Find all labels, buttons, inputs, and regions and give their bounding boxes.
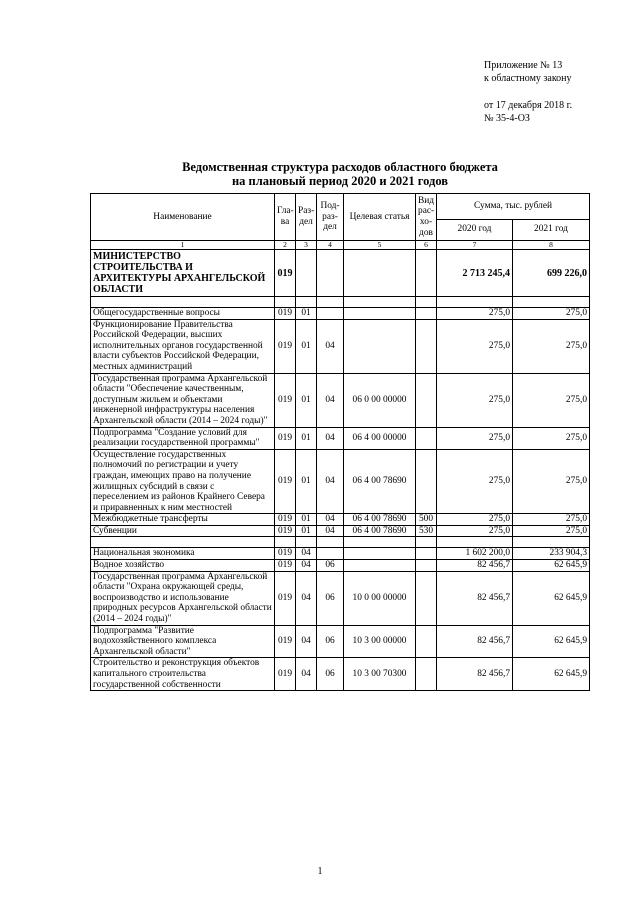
- row-vid: [416, 625, 437, 658]
- row-podrazdel: 04: [317, 525, 344, 537]
- header-row: [91, 194, 590, 220]
- row-2020: 82 456,7: [437, 658, 513, 691]
- row-target: 10 0 00 00000: [344, 571, 416, 625]
- row-vid: [416, 548, 437, 560]
- col-number: 7: [437, 241, 513, 250]
- row-2020: 275,0: [437, 427, 513, 449]
- spacer-row: [91, 297, 590, 308]
- row-razdel: 01: [296, 449, 317, 514]
- header-2020: 2020 год: [437, 219, 513, 240]
- col-number: 5: [344, 241, 416, 250]
- row-2021: 62 645,9: [513, 571, 590, 625]
- row-vid: [416, 571, 437, 625]
- row-glava: 019: [275, 560, 296, 572]
- row-glava: 019: [275, 373, 296, 427]
- row-vid: 530: [416, 525, 437, 537]
- row-podrazdel: 04: [317, 449, 344, 514]
- row-name: Государственная программа Архангельской области "Обеспечение качественным, доступным жильем и объектами инженерной инфраструктуры населения Архангельской области (2014 – 2024 годы)": [91, 373, 275, 427]
- table-row: [91, 525, 590, 537]
- row-glava: 019: [275, 525, 296, 537]
- table-row: [91, 571, 590, 625]
- table-row: [91, 625, 590, 658]
- row-podrazdel: 04: [317, 373, 344, 427]
- appendix-number: Приложение № 13: [484, 60, 563, 71]
- row-podrazdel: 06: [317, 560, 344, 572]
- budget-table: [90, 193, 590, 691]
- row-razdel: 04: [296, 658, 317, 691]
- header-sum: Сумма, тыс. рублей: [437, 194, 590, 220]
- row-vid: [416, 658, 437, 691]
- col-number: 1: [91, 241, 275, 250]
- row-razdel: 01: [296, 373, 317, 427]
- row-podrazdel: [317, 308, 344, 320]
- row-2021: 275,0: [513, 514, 590, 526]
- row-razdel: 01: [296, 514, 317, 526]
- row-name: Межбюджетные трансферты: [91, 514, 275, 526]
- row-2021: 275,0: [513, 319, 590, 373]
- table-row: [91, 514, 590, 526]
- row-podrazdel: 06: [317, 658, 344, 691]
- header-target: Целевая статья: [344, 194, 416, 241]
- header-razdel: Раз-дел: [296, 194, 317, 241]
- row-glava: 019: [275, 427, 296, 449]
- row-2021: 62 645,9: [513, 560, 590, 572]
- row-vid: [416, 319, 437, 373]
- row-glava: 019: [275, 548, 296, 560]
- row-2020: 275,0: [437, 525, 513, 537]
- table-row: [91, 373, 590, 427]
- table-row: [91, 658, 590, 691]
- row-2021: 62 645,9: [513, 625, 590, 658]
- row-2021: 275,0: [513, 308, 590, 320]
- row-name: Национальная экономика: [91, 548, 275, 560]
- row-target: 06 4 00 78690: [344, 514, 416, 526]
- row-2021: 233 904,3: [513, 548, 590, 560]
- title-line-1: Ведомственная структура расходов областного бюджета: [182, 160, 498, 174]
- column-numbers-row: [91, 241, 590, 250]
- spacer-row: [91, 537, 590, 548]
- row-target: 06 4 00 78690: [344, 449, 416, 514]
- row-vid: [416, 449, 437, 514]
- row-name: Субвенции: [91, 525, 275, 537]
- row-vid: [416, 308, 437, 320]
- row-target: 06 4 00 78690: [344, 525, 416, 537]
- row-2020: 82 456,7: [437, 571, 513, 625]
- row-razdel: 01: [296, 525, 317, 537]
- row-name: Общегосударственные вопросы: [91, 308, 275, 320]
- row-glava: 019: [275, 449, 296, 514]
- title-line-2: на плановый период 2020 и 2021 годов: [231, 174, 449, 188]
- row-glava: 019: [275, 319, 296, 373]
- row-name: Функционирование Правительства Российской Федерации, высших исполнительных органов государственной власти субъектов Российской Федерации, местных администраций: [91, 319, 275, 373]
- col-number: 8: [513, 241, 590, 250]
- row-2021: 275,0: [513, 525, 590, 537]
- row-target: 06 0 00 00000: [344, 373, 416, 427]
- row-target: [344, 250, 416, 297]
- table-row: [91, 548, 590, 560]
- header-name: Наименование: [91, 194, 275, 241]
- row-2020: 82 456,7: [437, 625, 513, 658]
- row-podrazdel: 04: [317, 427, 344, 449]
- header-2021: 2021 год: [513, 219, 590, 240]
- row-razdel: 04: [296, 560, 317, 572]
- row-podrazdel: 06: [317, 571, 344, 625]
- row-glava: 019: [275, 250, 296, 297]
- row-2020: 275,0: [437, 319, 513, 373]
- table-row: [91, 560, 590, 572]
- col-number: 6: [416, 241, 437, 250]
- appendix-block: [484, 60, 572, 125]
- row-vid: [416, 373, 437, 427]
- row-2020: 2 713 245,4: [437, 250, 513, 297]
- row-2021: 275,0: [513, 449, 590, 514]
- appendix-law: к областному закону: [484, 72, 572, 84]
- row-2020: 275,0: [437, 373, 513, 427]
- row-glava: 019: [275, 658, 296, 691]
- appendix-date: от 17 декабря 2018 г.: [484, 100, 573, 111]
- row-name: МИНИСТЕРСТВО СТРОИТЕЛЬСТВА И АРХИТЕКТУРЫ АРХАНГЕЛЬСКОЙ ОБЛАСТИ: [91, 250, 275, 297]
- row-podrazdel: [317, 250, 344, 297]
- row-2021: 699 226,0: [513, 250, 590, 297]
- row-glava: 019: [275, 571, 296, 625]
- row-name: Подпрограмма "Создание условий для реализации государственной программы": [91, 427, 275, 449]
- row-razdel: 01: [296, 427, 317, 449]
- row-target: [344, 308, 416, 320]
- document-title: [92, 160, 588, 188]
- row-razdel: 04: [296, 625, 317, 658]
- row-2020: 275,0: [437, 308, 513, 320]
- row-razdel: 04: [296, 548, 317, 560]
- row-podrazdel: 04: [317, 319, 344, 373]
- row-2021: 62 645,9: [513, 658, 590, 691]
- table-row: [91, 449, 590, 514]
- table-row: [91, 427, 590, 449]
- header-vid: Вид рас-хо-дов: [416, 194, 437, 241]
- row-glava: 019: [275, 625, 296, 658]
- table-row: [91, 308, 590, 320]
- row-glava: 019: [275, 514, 296, 526]
- row-2020: 1 602 200,0: [437, 548, 513, 560]
- appendix-law-number: № 35-4-ОЗ: [484, 112, 530, 124]
- row-name: Государственная программа Архангельской области "Охрана окружающей среды, воспроизводство и использование природных ресурсов Архангельской области (2014 – 2024 годы)": [91, 571, 275, 625]
- row-vid: 500: [416, 514, 437, 526]
- page-number: 1: [317, 866, 323, 877]
- row-target: 10 3 00 00000: [344, 625, 416, 658]
- row-2020: 275,0: [437, 449, 513, 514]
- row-podrazdel: 04: [317, 514, 344, 526]
- row-podrazdel: 06: [317, 625, 344, 658]
- row-target: [344, 319, 416, 373]
- row-target: [344, 560, 416, 572]
- row-target: 10 3 00 70300: [344, 658, 416, 691]
- row-target: 06 4 00 00000: [344, 427, 416, 449]
- row-name: Подпрограмма "Развитие водохозяйственного комплекса Архангельской области": [91, 625, 275, 658]
- col-number: 3: [296, 241, 317, 250]
- row-razdel: 04: [296, 571, 317, 625]
- table-row: [91, 250, 590, 297]
- row-2021: 275,0: [513, 427, 590, 449]
- row-razdel: 01: [296, 308, 317, 320]
- row-razdel: [296, 250, 317, 297]
- col-number: 2: [275, 241, 296, 250]
- row-vid: [416, 250, 437, 297]
- header-podrazdel: Под-раз-дел: [317, 194, 344, 241]
- row-vid: [416, 560, 437, 572]
- col-number: 4: [317, 241, 344, 250]
- row-target: [344, 548, 416, 560]
- row-name: Водное хозяйство: [91, 560, 275, 572]
- header-glava: Гла-ва: [275, 194, 296, 241]
- row-2020: 275,0: [437, 514, 513, 526]
- row-2021: 275,0: [513, 373, 590, 427]
- row-vid: [416, 427, 437, 449]
- row-name: Осуществление государственных полномочий по регистрации и учету граждан, имеющих право на получение жилищных субсидий в связи с переселением из районов Крайнего Севера и приравненных к ним местностей: [91, 449, 275, 514]
- row-name: Строительство и реконструкция объектов капитального строительства государственной собственности: [91, 658, 275, 691]
- table-row: [91, 319, 590, 373]
- row-razdel: 01: [296, 319, 317, 373]
- row-glava: 019: [275, 308, 296, 320]
- row-podrazdel: [317, 548, 344, 560]
- row-2020: 82 456,7: [437, 560, 513, 572]
